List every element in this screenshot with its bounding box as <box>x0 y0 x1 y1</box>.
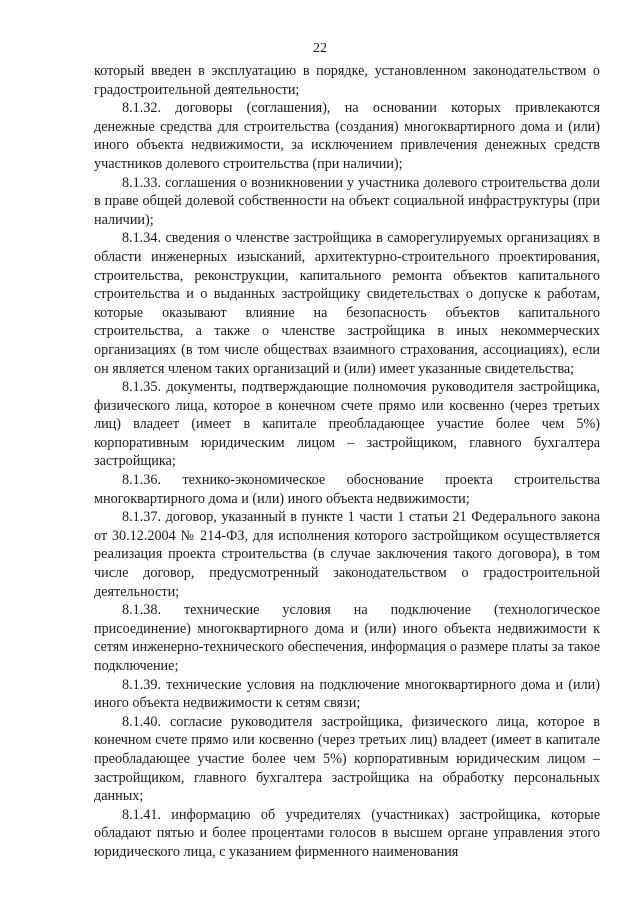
document-body <box>94 62 600 862</box>
paragraph-8-1-38: 8.1.38. технические условия на подключение (технологическое присоединение) многоквартирного дома и (или) иного объекта недвижимости к сетям инженерно-технического обеспечения, информация о размере платы за такое подключение; <box>94 602 600 674</box>
paragraph-8-1-40: 8.1.40. согласие руководителя застройщика, физического лица, которое в конечном счете прямо или косвенно (через третьих лиц) владеет (имеет в капитале преобладающее участие более чем 5%) корпоративным юридическим лицом – застройщиком, главного бухгалтера застройщика на обработку персональных данных; <box>94 713 600 805</box>
paragraph-8-1-41: 8.1.41. информацию об учредителях (участниках) застройщика, которые обладают пятью и более процентами голосов в высшем органе управления этого юридического лица, с указанием фирменного наименования <box>94 806 600 860</box>
page-number: 22 <box>313 41 327 56</box>
paragraph-continuation: который введен в эксплуатацию в порядке, установленном законодательством о градостроительной деятельности; <box>94 63 600 98</box>
paragraph-8-1-36: 8.1.36. технико-экономическое обоснование проекта строительства многоквартирного дома и (или) иного объекта недвижимости; <box>94 472 600 507</box>
paragraph-8-1-32: 8.1.32. договоры (соглашения), на основании которых привлекаются денежные средства для строительства (создания) многоквартирного дома и (или) иного объекта недвижимости, за исключением привлечения денежных средств участников долевого строительства (при наличии); <box>94 100 600 172</box>
paragraph-8-1-35: 8.1.35. документы, подтверждающие полномочия руководителя застройщика, физического лица, которое в конечном счете прямо или косвенно (через третьих лиц) владеет (имеет в капитале преобладающее участие более чем 5%) корпоративным юридическим лицом – застройщиком, главного бухгалтера застройщика; <box>94 379 600 470</box>
paragraph-8-1-39: 8.1.39. технические условия на подключение многоквартирного дома и (или) иного объекта недвижимости к сетям связи; <box>94 676 600 712</box>
paragraph-8-1-37: 8.1.37. договор, указанный в пункте 1 части 1 статьи 21 Федерального закона от 30.12.2004 № 214-ФЗ, для исполнения которого застройщиком осуществляется реализация проекта строительства (в случае заключения такого договора), в том числе договор, предусмотренный законодательством о градостроительной деятельности; <box>94 509 600 600</box>
paragraph-8-1-34: 8.1.34. сведения о членстве застройщика в саморегулируемых организациях в области инженерных изысканий, архитектурно-строительного проектирования, строительства, реконструкции, капитального ремонта объектов капитального строительства и о выданных застройщику свидетельствах о допуске к работам, которые оказывают влияние на безопасность объектов капитального строительства, а также о членстве застройщика в иных некоммерческих организациях (в том числе обществах взаимного страхования, ассоциациях), если он является членом таких организаций и (или) имеет указанные свидетельства; <box>94 230 600 377</box>
paragraph-8-1-33: 8.1.33. соглашения о возникновении у участника долевого строительства доли в праве общей долевой собственности на объект социальной инфраструктуры (при наличии); <box>94 174 600 228</box>
